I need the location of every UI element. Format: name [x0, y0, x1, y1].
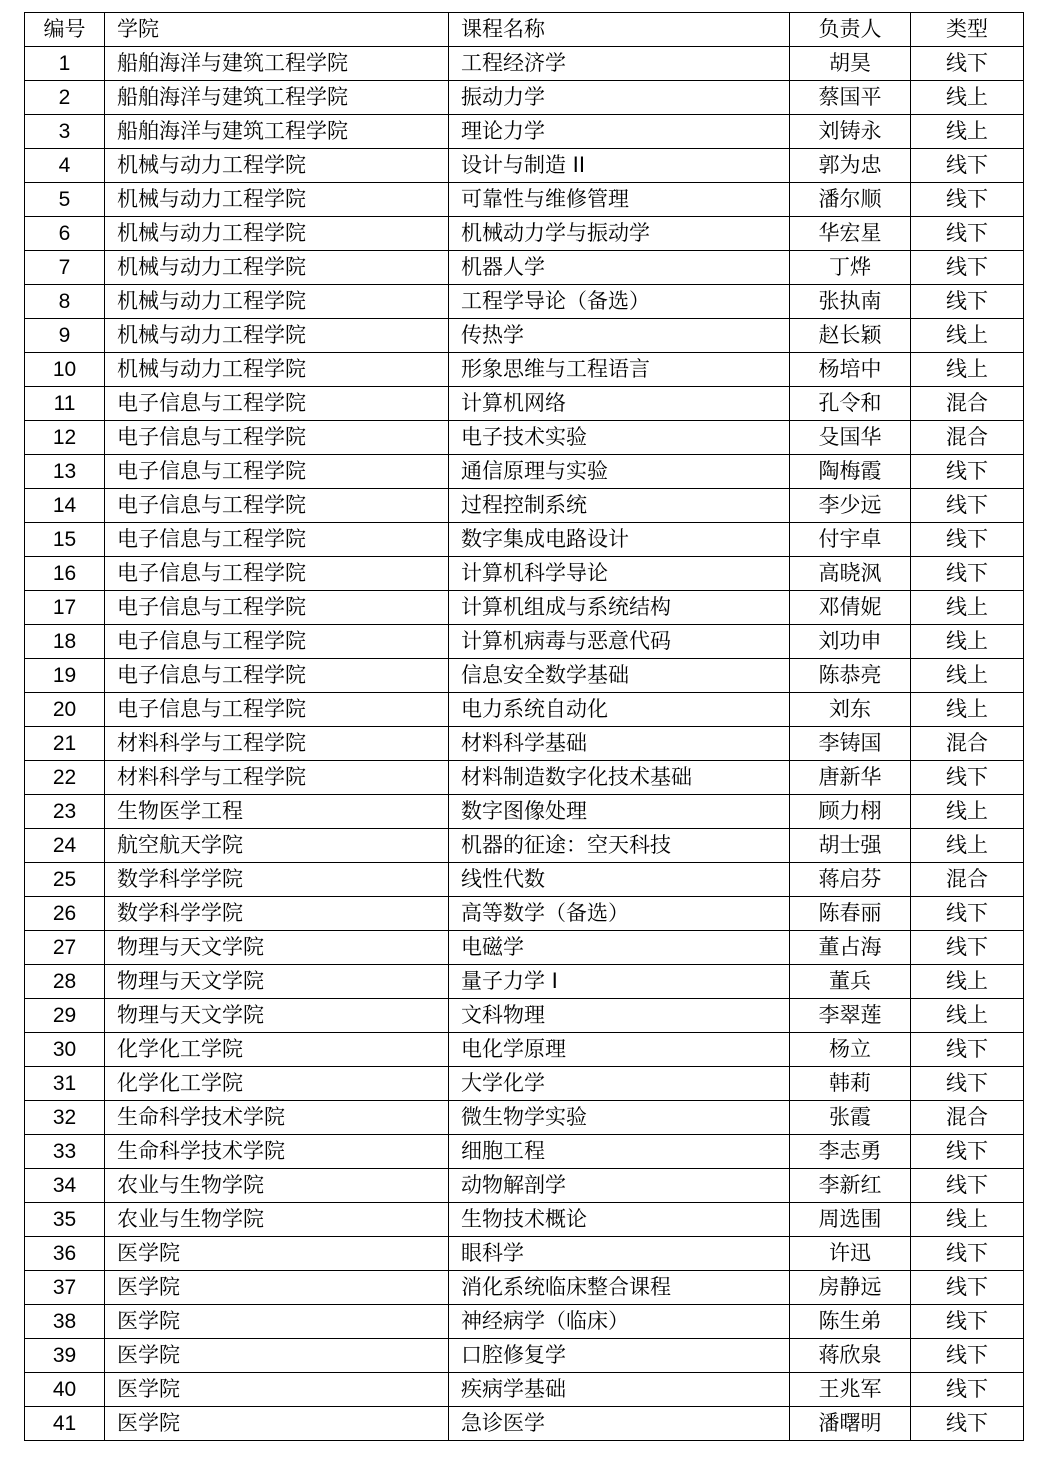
cell-college: 电子信息与工程学院	[105, 421, 449, 455]
table-row	[25, 1305, 1024, 1339]
cell-college: 化学化工学院	[105, 1033, 449, 1067]
cell-college: 机械与动力工程学院	[105, 251, 449, 285]
table-row	[25, 659, 1024, 693]
cell-course: 可靠性与维修管理	[449, 183, 790, 217]
table-row	[25, 285, 1024, 319]
cell-owner: 杨立	[790, 1033, 911, 1067]
table-row	[25, 1135, 1024, 1169]
cell-type: 线下	[911, 1169, 1024, 1203]
cell-owner: 邓倩妮	[790, 591, 911, 625]
cell-course: 过程控制系统	[449, 489, 790, 523]
cell-no: 15	[25, 523, 105, 557]
cell-owner: 胡昊	[790, 47, 911, 81]
cell-owner: 许迅	[790, 1237, 911, 1271]
table-row	[25, 421, 1024, 455]
header-college: 学院	[105, 13, 449, 47]
table-row	[25, 523, 1024, 557]
cell-college: 船舶海洋与建筑工程学院	[105, 81, 449, 115]
cell-college: 医学院	[105, 1373, 449, 1407]
cell-course: 生物技术概论	[449, 1203, 790, 1237]
cell-course: 眼科学	[449, 1237, 790, 1271]
header-course: 课程名称	[449, 13, 790, 47]
cell-owner: 王兆军	[790, 1373, 911, 1407]
table-row	[25, 217, 1024, 251]
cell-college: 生命科学技术学院	[105, 1101, 449, 1135]
cell-course: 计算机网络	[449, 387, 790, 421]
table-row	[25, 591, 1024, 625]
cell-college: 医学院	[105, 1407, 449, 1441]
cell-owner: 赵长颖	[790, 319, 911, 353]
cell-no: 20	[25, 693, 105, 727]
cell-no: 22	[25, 761, 105, 795]
cell-owner: 陈生弟	[790, 1305, 911, 1339]
table-row	[25, 795, 1024, 829]
cell-type: 线下	[911, 1407, 1024, 1441]
cell-college: 机械与动力工程学院	[105, 353, 449, 387]
cell-no: 4	[25, 149, 105, 183]
cell-owner: 李志勇	[790, 1135, 911, 1169]
cell-no: 18	[25, 625, 105, 659]
cell-no: 29	[25, 999, 105, 1033]
table-row	[25, 557, 1024, 591]
cell-no: 23	[25, 795, 105, 829]
table-row	[25, 489, 1024, 523]
cell-college: 电子信息与工程学院	[105, 387, 449, 421]
cell-college: 物理与天文学院	[105, 931, 449, 965]
cell-college: 材料科学与工程学院	[105, 727, 449, 761]
cell-college: 电子信息与工程学院	[105, 489, 449, 523]
cell-course: 文科物理	[449, 999, 790, 1033]
cell-course: 细胞工程	[449, 1135, 790, 1169]
cell-course: 计算机科学导论	[449, 557, 790, 591]
cell-course: 电力系统自动化	[449, 693, 790, 727]
table-row	[25, 1237, 1024, 1271]
cell-type: 线下	[911, 1271, 1024, 1305]
cell-type: 线下	[911, 897, 1024, 931]
cell-no: 25	[25, 863, 105, 897]
cell-type: 线下	[911, 523, 1024, 557]
table-row	[25, 863, 1024, 897]
table-row	[25, 1101, 1024, 1135]
cell-no: 35	[25, 1203, 105, 1237]
cell-course: 计算机病毒与恶意代码	[449, 625, 790, 659]
cell-college: 化学化工学院	[105, 1067, 449, 1101]
course-table	[24, 12, 1024, 1441]
table-row	[25, 693, 1024, 727]
cell-type: 线上	[911, 353, 1024, 387]
cell-no: 28	[25, 965, 105, 999]
cell-type: 线上	[911, 1203, 1024, 1237]
cell-college: 数学科学学院	[105, 863, 449, 897]
cell-course: 材料科学基础	[449, 727, 790, 761]
cell-owner: 张霞	[790, 1101, 911, 1135]
cell-owner: 刘铸永	[790, 115, 911, 149]
cell-course: 动物解剖学	[449, 1169, 790, 1203]
cell-owner: 胡士强	[790, 829, 911, 863]
cell-owner: 李铸国	[790, 727, 911, 761]
cell-type: 线下	[911, 217, 1024, 251]
cell-type: 线上	[911, 999, 1024, 1033]
cell-type: 线上	[911, 693, 1024, 727]
table-row	[25, 1033, 1024, 1067]
table-header	[25, 13, 1024, 47]
cell-college: 机械与动力工程学院	[105, 217, 449, 251]
table-row	[25, 1373, 1024, 1407]
cell-college: 电子信息与工程学院	[105, 557, 449, 591]
cell-owner: 蒋欣泉	[790, 1339, 911, 1373]
table-row	[25, 47, 1024, 81]
table-row	[25, 353, 1024, 387]
cell-course: 数字集成电路设计	[449, 523, 790, 557]
header-owner: 负责人	[790, 13, 911, 47]
cell-owner: 潘尔顺	[790, 183, 911, 217]
table-row	[25, 1203, 1024, 1237]
cell-course: 材料制造数字化技术基础	[449, 761, 790, 795]
table-row	[25, 149, 1024, 183]
cell-no: 14	[25, 489, 105, 523]
header-row	[25, 13, 1024, 47]
cell-owner: 潘曙明	[790, 1407, 911, 1441]
cell-college: 物理与天文学院	[105, 965, 449, 999]
cell-type: 线下	[911, 149, 1024, 183]
cell-owner: 殳国华	[790, 421, 911, 455]
cell-no: 24	[25, 829, 105, 863]
table-row	[25, 81, 1024, 115]
cell-type: 线下	[911, 1339, 1024, 1373]
cell-no: 32	[25, 1101, 105, 1135]
cell-owner: 孔令和	[790, 387, 911, 421]
cell-no: 40	[25, 1373, 105, 1407]
cell-owner: 顾力栩	[790, 795, 911, 829]
cell-owner: 陈春丽	[790, 897, 911, 931]
cell-no: 12	[25, 421, 105, 455]
cell-no: 39	[25, 1339, 105, 1373]
cell-no: 5	[25, 183, 105, 217]
cell-course: 机器人学	[449, 251, 790, 285]
cell-type: 线上	[911, 625, 1024, 659]
cell-no: 21	[25, 727, 105, 761]
cell-course: 微生物学实验	[449, 1101, 790, 1135]
table-row	[25, 1271, 1024, 1305]
cell-course: 计算机组成与系统结构	[449, 591, 790, 625]
cell-owner: 李少远	[790, 489, 911, 523]
cell-course: 工程经济学	[449, 47, 790, 81]
table-row	[25, 727, 1024, 761]
cell-college: 农业与生物学院	[105, 1203, 449, 1237]
cell-college: 数学科学学院	[105, 897, 449, 931]
cell-type: 混合	[911, 863, 1024, 897]
cell-no: 17	[25, 591, 105, 625]
table-row	[25, 931, 1024, 965]
cell-type: 线下	[911, 931, 1024, 965]
cell-course: 数字图像处理	[449, 795, 790, 829]
cell-course: 形象思维与工程语言	[449, 353, 790, 387]
cell-owner: 刘东	[790, 693, 911, 727]
table-row	[25, 625, 1024, 659]
cell-owner: 董占海	[790, 931, 911, 965]
cell-type: 线下	[911, 1033, 1024, 1067]
cell-course: 急诊医学	[449, 1407, 790, 1441]
cell-college: 电子信息与工程学院	[105, 455, 449, 489]
cell-course: 振动力学	[449, 81, 790, 115]
cell-type: 线上	[911, 965, 1024, 999]
cell-owner: 郭为忠	[790, 149, 911, 183]
table-row	[25, 1169, 1024, 1203]
cell-type: 混合	[911, 387, 1024, 421]
cell-no: 26	[25, 897, 105, 931]
cell-type: 线下	[911, 183, 1024, 217]
cell-no: 9	[25, 319, 105, 353]
cell-no: 1	[25, 47, 105, 81]
table-row	[25, 829, 1024, 863]
cell-college: 电子信息与工程学院	[105, 523, 449, 557]
cell-no: 7	[25, 251, 105, 285]
cell-college: 机械与动力工程学院	[105, 183, 449, 217]
cell-type: 线上	[911, 591, 1024, 625]
cell-type: 线上	[911, 319, 1024, 353]
cell-no: 31	[25, 1067, 105, 1101]
cell-owner: 陈恭亮	[790, 659, 911, 693]
cell-college: 生命科学技术学院	[105, 1135, 449, 1169]
table-row	[25, 1407, 1024, 1441]
cell-no: 36	[25, 1237, 105, 1271]
cell-course: 理论力学	[449, 115, 790, 149]
cell-course: 电子技术实验	[449, 421, 790, 455]
cell-course: 大学化学	[449, 1067, 790, 1101]
table-row	[25, 183, 1024, 217]
cell-type: 混合	[911, 421, 1024, 455]
cell-college: 航空航天学院	[105, 829, 449, 863]
cell-college: 物理与天文学院	[105, 999, 449, 1033]
table-row	[25, 1339, 1024, 1373]
table-row	[25, 999, 1024, 1033]
cell-owner: 蒋启芬	[790, 863, 911, 897]
cell-owner: 付宇卓	[790, 523, 911, 557]
cell-owner: 蔡国平	[790, 81, 911, 115]
cell-college: 机械与动力工程学院	[105, 319, 449, 353]
table-row	[25, 897, 1024, 931]
cell-college: 医学院	[105, 1237, 449, 1271]
cell-type: 线下	[911, 455, 1024, 489]
cell-owner: 唐新华	[790, 761, 911, 795]
cell-owner: 陶梅霞	[790, 455, 911, 489]
cell-college: 材料科学与工程学院	[105, 761, 449, 795]
cell-college: 电子信息与工程学院	[105, 625, 449, 659]
cell-type: 混合	[911, 1101, 1024, 1135]
cell-no: 34	[25, 1169, 105, 1203]
table-row	[25, 115, 1024, 149]
cell-college: 生物医学工程	[105, 795, 449, 829]
cell-type: 线下	[911, 1067, 1024, 1101]
header-type: 类型	[911, 13, 1024, 47]
cell-type: 线下	[911, 557, 1024, 591]
cell-type: 线上	[911, 829, 1024, 863]
cell-owner: 李翠莲	[790, 999, 911, 1033]
cell-no: 6	[25, 217, 105, 251]
cell-no: 8	[25, 285, 105, 319]
table-row	[25, 319, 1024, 353]
cell-course: 传热学	[449, 319, 790, 353]
cell-course: 高等数学（备选）	[449, 897, 790, 931]
cell-no: 3	[25, 115, 105, 149]
cell-college: 医学院	[105, 1339, 449, 1373]
cell-type: 线下	[911, 1135, 1024, 1169]
cell-course: 口腔修复学	[449, 1339, 790, 1373]
cell-owner: 董兵	[790, 965, 911, 999]
cell-type: 线上	[911, 115, 1024, 149]
cell-course: 电化学原理	[449, 1033, 790, 1067]
cell-college: 船舶海洋与建筑工程学院	[105, 47, 449, 81]
cell-no: 10	[25, 353, 105, 387]
cell-college: 机械与动力工程学院	[105, 149, 449, 183]
cell-course: 机器的征途：空天科技	[449, 829, 790, 863]
cell-owner: 韩莉	[790, 1067, 911, 1101]
cell-no: 37	[25, 1271, 105, 1305]
cell-type: 线下	[911, 47, 1024, 81]
cell-course: 工程学导论（备选）	[449, 285, 790, 319]
cell-no: 11	[25, 387, 105, 421]
cell-course: 量子力学 I	[449, 965, 790, 999]
cell-course: 神经病学（临床）	[449, 1305, 790, 1339]
cell-course: 信息安全数学基础	[449, 659, 790, 693]
cell-type: 线下	[911, 1237, 1024, 1271]
cell-no: 27	[25, 931, 105, 965]
cell-course: 疾病学基础	[449, 1373, 790, 1407]
cell-college: 农业与生物学院	[105, 1169, 449, 1203]
cell-owner: 周选围	[790, 1203, 911, 1237]
table-row	[25, 761, 1024, 795]
cell-owner: 高晓沨	[790, 557, 911, 591]
cell-college: 电子信息与工程学院	[105, 591, 449, 625]
cell-type: 线下	[911, 285, 1024, 319]
cell-type: 线下	[911, 1373, 1024, 1407]
cell-college: 医学院	[105, 1271, 449, 1305]
cell-no: 33	[25, 1135, 105, 1169]
cell-type: 线下	[911, 761, 1024, 795]
cell-course: 电磁学	[449, 931, 790, 965]
header-no: 编号	[25, 13, 105, 47]
cell-no: 16	[25, 557, 105, 591]
table-body	[25, 47, 1024, 1441]
cell-owner: 华宏星	[790, 217, 911, 251]
cell-owner: 刘功申	[790, 625, 911, 659]
cell-owner: 张执南	[790, 285, 911, 319]
cell-type: 线下	[911, 1305, 1024, 1339]
table-row	[25, 1067, 1024, 1101]
cell-no: 38	[25, 1305, 105, 1339]
cell-type: 线下	[911, 489, 1024, 523]
cell-course: 消化系统临床整合课程	[449, 1271, 790, 1305]
table-row	[25, 387, 1024, 421]
cell-type: 线上	[911, 659, 1024, 693]
cell-no: 30	[25, 1033, 105, 1067]
cell-owner: 李新红	[790, 1169, 911, 1203]
table-row	[25, 455, 1024, 489]
cell-type: 混合	[911, 727, 1024, 761]
cell-owner: 杨培中	[790, 353, 911, 387]
table-row	[25, 251, 1024, 285]
cell-type: 线上	[911, 81, 1024, 115]
cell-no: 19	[25, 659, 105, 693]
cell-college: 机械与动力工程学院	[105, 285, 449, 319]
cell-course: 机械动力学与振动学	[449, 217, 790, 251]
cell-course: 设计与制造 II	[449, 149, 790, 183]
cell-owner: 房静远	[790, 1271, 911, 1305]
cell-owner: 丁烨	[790, 251, 911, 285]
cell-no: 13	[25, 455, 105, 489]
cell-type: 线下	[911, 251, 1024, 285]
cell-college: 医学院	[105, 1305, 449, 1339]
cell-type: 线上	[911, 795, 1024, 829]
cell-course: 通信原理与实验	[449, 455, 790, 489]
cell-no: 41	[25, 1407, 105, 1441]
cell-college: 船舶海洋与建筑工程学院	[105, 115, 449, 149]
cell-college: 电子信息与工程学院	[105, 693, 449, 727]
cell-no: 2	[25, 81, 105, 115]
cell-course: 线性代数	[449, 863, 790, 897]
cell-college: 电子信息与工程学院	[105, 659, 449, 693]
table-row	[25, 965, 1024, 999]
